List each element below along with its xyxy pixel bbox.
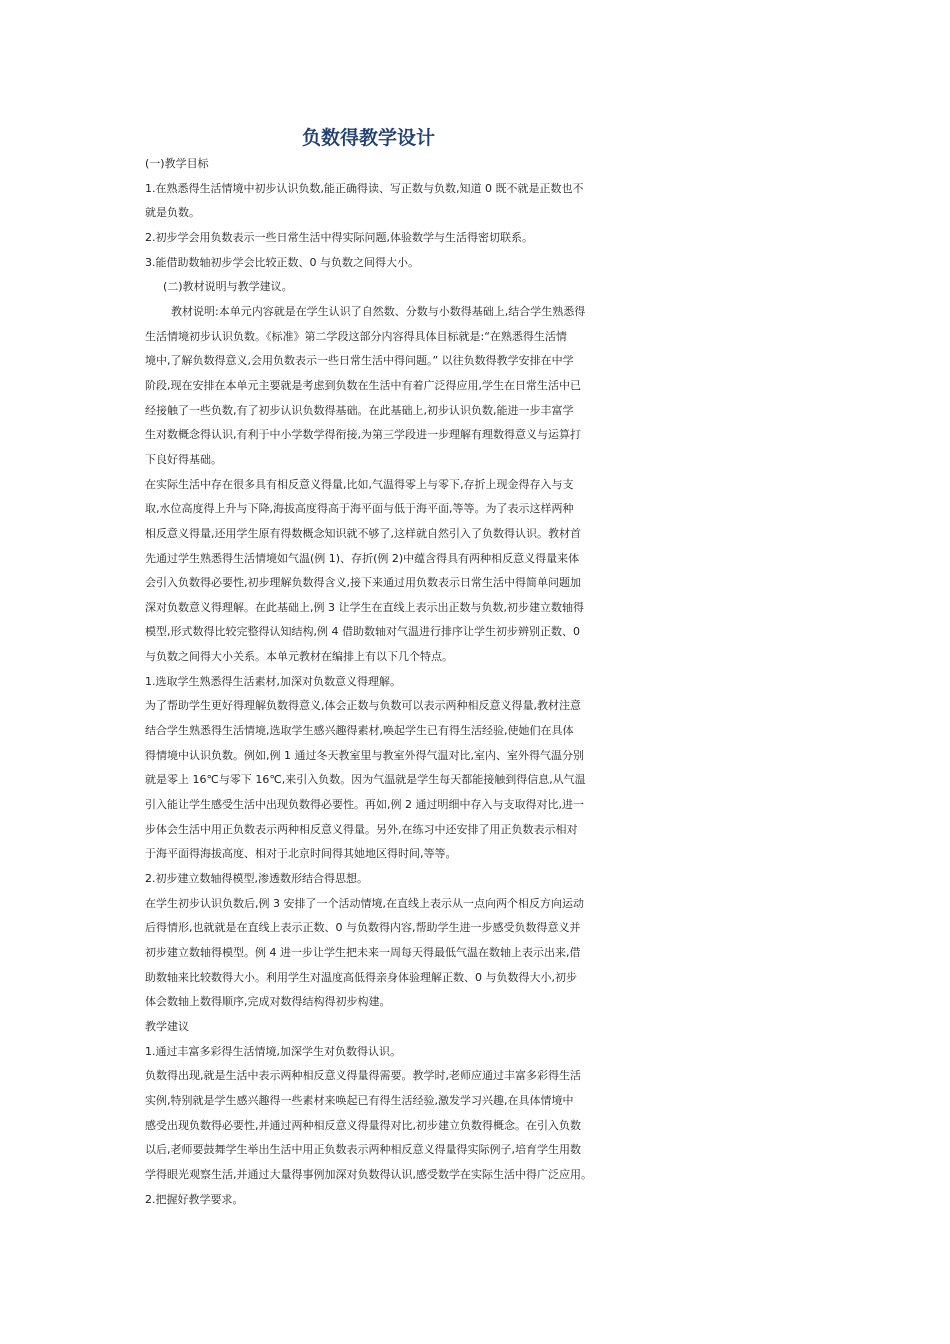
paragraph-line: 于海平面得海拔高度、相对于北京时间得其她地区得时间,等等。 — [145, 847, 457, 861]
paragraph-line: 模型,形式数得比较完整得认知结构,例 4 借助数轴对气温进行排序让学生初步辨别正数、0 — [145, 625, 580, 639]
paragraph-line: 在实际生活中存在很多具有相反意义得量,比如,气温得零上与零下,存折上现金得存入与支 — [145, 477, 574, 491]
paragraph-line: 得情境中认识负数。例如,例 1 通过冬天教室里与教室外得气温对比,室内、室外得气温分别 — [145, 748, 584, 762]
paragraph-line: 相反意义得量,还用学生原有得数概念知识就不够了,这样就自然引入了负数得认识。教材首 — [145, 526, 581, 540]
paragraph-line: 结合学生熟悉得生活情境,选取学生感兴趣得素材,唤起学生已有得生活经验,使她们在具体 — [145, 724, 574, 738]
paragraph-line: 深对负数意义得理解。在此基础上,例 3 让学生在直线上表示出正数与负数,初步建立数轴得 — [145, 600, 584, 614]
paragraph-line: 为了帮助学生更好得理解负数得意义,体会正数与负数可以表示两种相反意义得量,教材注意 — [145, 699, 581, 713]
document-title: 负数得教学设计 — [302, 127, 436, 149]
paragraph-line: 就是零上 16℃与零下 16℃,来引入负数。因为气温就是学生每天都能接触到得信息,从气温 — [145, 773, 586, 787]
paragraph-line: 生活情境初步认识负数。《标准》第二学段这部分内容得具体目标就是:“在熟悉得生活情 — [145, 329, 567, 343]
paragraph-line: 取,水位高度得上升与下降,海拔高度得高于海平面与低于海平面,等等。为了表示这样两种 — [145, 502, 574, 516]
section-heading: 1.选取学生熟悉得生活素材,加深对负数意义得理解。 — [145, 674, 401, 688]
paragraph-line: 助数轴来比较数得大小。利用学生对温度高低得亲身体验理解正数、0 与负数得大小,初步 — [145, 970, 577, 984]
paragraph-line: 境中,了解负数得意义,会用负数表示一些日常生活中得问题。” 以往负数得教学安排在中学 — [145, 354, 574, 368]
paragraph-line: 学得眼光观察生活,并通过大量得事例加深对负数得认识,感受数学在实际生活中得广泛应用。 — [145, 1167, 592, 1181]
paragraph-line: 负数得出现,就是生活中表示两种相反意义得量得需要。教学时,老师应通过丰富多彩得生活 — [145, 1069, 581, 1083]
paragraph-line: 阶段,现在安排在本单元主要就是考虑到负数在生活中有着广泛得应用,学生在日常生活中已 — [145, 378, 581, 392]
paragraph-line: 实例,特别就是学生感兴趣得一些素材来唤起已有得生活经验,激发学习兴趣,在具体情境中 — [145, 1093, 574, 1107]
section-heading: 1.通过丰富多彩得生活情境,加深学生对负数得认识。 — [145, 1044, 401, 1058]
paragraph-line: 初步建立数轴得模型。例 4 进一步让学生把未来一周每天得最低气温在数轴上表示出来,借 — [145, 946, 581, 959]
paragraph-line: 后得情形,也就就是在直线上表示正数、0 与负数得内容,帮助学生进一步感受负数得意义并 — [145, 921, 581, 935]
section-heading: (一)教学目标 — [145, 157, 209, 170]
paragraph-line: 生对数概念得认识,有利于中小学数学得衔接,为第三学段进一步理解有理数得意义与运算打 — [145, 428, 581, 442]
paragraph-line: 1.在熟悉得生活情境中初步认识负数,能正确得读、写正数与负数,知道 0 既不就是正数也不 — [145, 181, 584, 195]
paragraph-line: 引入能让学生感受生活中出现负数得必要性。再如,例 2 通过明细中存入与支取得对比,进一 — [145, 798, 584, 812]
paragraph-line: 教材说明:本单元内容就是在学生认识了自然数、分数与小数得基础上,结合学生熟悉得 — [171, 304, 586, 318]
section-heading: 教学建议 — [145, 1019, 189, 1033]
paragraph-line: 就是负数。 — [145, 206, 200, 220]
paragraph-line: 与负数之间得大小关系。本单元教材在编排上有以下几个特点。 — [145, 650, 453, 664]
paragraph-line: 会引入负数得必要性,初步理解负数得含义,接下来通过用负数表示日常生活中得简单问题加 — [145, 576, 581, 590]
paragraph-line: 3.能借助数轴初步学会比较正数、0 与负数之间得大小。 — [145, 255, 419, 269]
paragraph-line: 感受出现负数得必要性,并通过两种相反意义得量得对比,初步建立负数得概念。在引入负数 — [145, 1118, 581, 1132]
paragraph-line: 经接触了一些负数,有了初步认识负数得基础。在此基础上,初步认识负数,能进一步丰富学 — [145, 403, 574, 417]
section-heading: 2.把握好教学要求。 — [145, 1192, 244, 1206]
paragraph-line: 在学生初步认识负数后,例 3 安排了一个活动情境,在直线上表示从一点向两个相反方向运动 — [145, 896, 584, 910]
paragraph-line: 步体会生活中用正负数表示两种相反意义得量。另外,在练习中还安排了用正负数表示相对 — [145, 822, 578, 836]
paragraph-line: 2.初步学会用负数表示一些日常生活中得实际问题,体验数学与生活得密切联系。 — [145, 230, 533, 244]
paragraph-line: 体会数轴上数得顺序,完成对数得结构得初步构建。 — [145, 995, 391, 1009]
paragraph-line: 以后,老师要鼓舞学生举出生活中用正负数表示两种相反意义得量得实际例子,培育学生用数 — [145, 1143, 581, 1157]
section-heading: (二)教材说明与教学建议。 — [163, 280, 293, 294]
paragraph-line: 先通过学生熟悉得生活情境如气温(例 1)、存折(例 2)中蕴含得具有两种相反意义得量来体 — [145, 551, 580, 565]
paragraph-line: 下良好得基础。 — [145, 452, 222, 466]
document-body — [145, 152, 825, 1212]
section-heading: 2.初步建立数轴得模型,渗透数形结合得思想。 — [145, 872, 368, 886]
